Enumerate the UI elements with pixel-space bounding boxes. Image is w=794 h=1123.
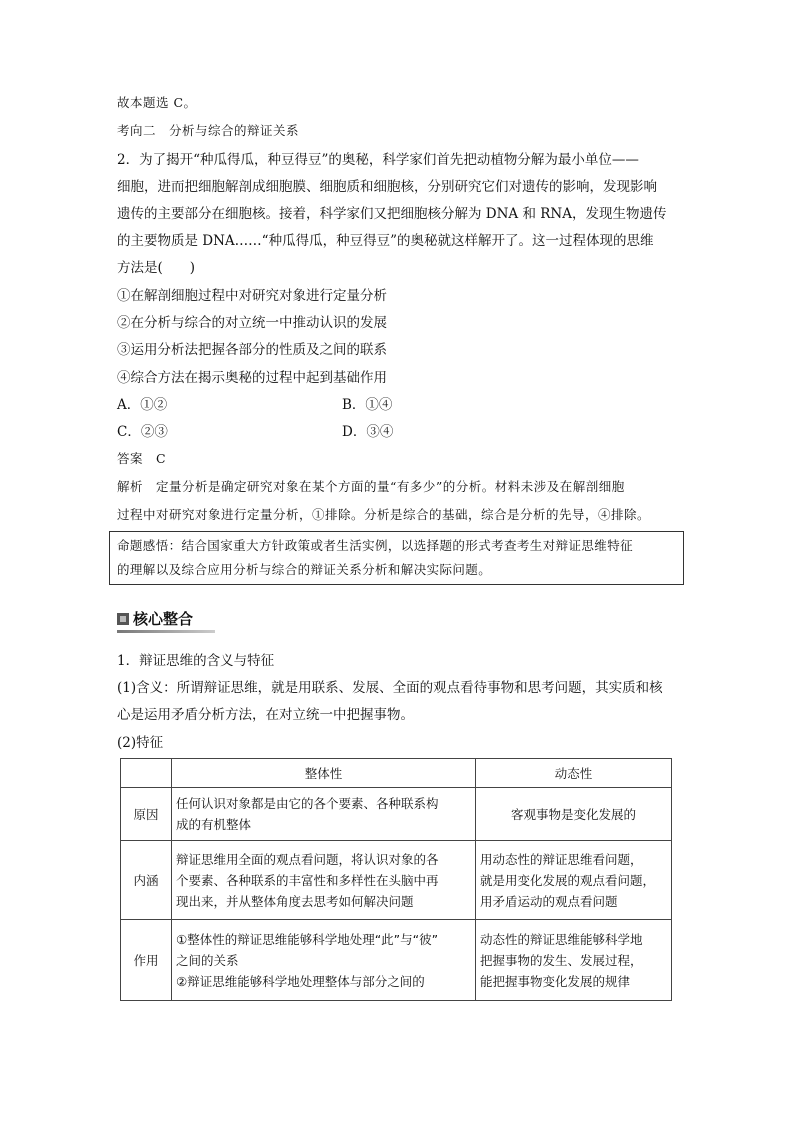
feature-table xyxy=(120,758,672,1001)
cell-line: 辩证思维用全面的观点看问题，将认识对象的各 xyxy=(176,851,439,867)
statement-2: ②在分析与综合的对立统一中推动认识的发展 xyxy=(117,315,387,331)
cell-line: 就是用变化发展的观点看问题， xyxy=(480,872,656,888)
table-row xyxy=(121,788,672,841)
analysis-line: 过程中对研究对象进行定量分析，①排除。分析是综合的基础，综合是分析的先导，④排除。 xyxy=(117,507,651,522)
cell-line: 动态性的辩证思维能够科学地 xyxy=(480,931,643,947)
question-line: 方法是( ) xyxy=(117,260,196,276)
option-a: A．①② xyxy=(117,397,168,413)
row-label: 作用 xyxy=(121,920,172,1001)
cell-line: 任何认识对象都是由它的各个要素、各种联系构 xyxy=(176,796,439,811)
table-cell xyxy=(476,788,672,841)
cell-line: ①整体性的辩证思维能够科学地处理“此”与“彼” xyxy=(176,931,439,947)
cell-line: 之间的关系 xyxy=(176,952,239,968)
statement-3: ③运用分析法把握各部分的性质及之间的联系 xyxy=(117,342,387,358)
insight-line: 的理解以及综合应用分析与综合的辩证关系分析和解决实际问题。 xyxy=(117,562,492,577)
option-d: D．③④ xyxy=(342,424,394,440)
table-cell xyxy=(172,788,476,841)
table-cell xyxy=(476,841,672,920)
core-section-heading xyxy=(117,608,215,632)
table-cell xyxy=(172,920,476,1001)
statement-4: ④综合方法在揭示奥秘的过程中起到基础作用 xyxy=(117,370,387,386)
table-header-cell: 动态性 xyxy=(476,759,672,788)
meaning-line: (1)含义：所谓辩证思维，就是用联系、发展、全面的观点看待事物和思考问题，其实质和核 xyxy=(117,680,663,696)
answer-line: 答案 C xyxy=(117,451,167,466)
row-label: 原因 xyxy=(121,788,172,841)
table-corner-cell xyxy=(121,759,172,788)
cell-line: 用动态性的辩证思维看问题， xyxy=(480,851,643,867)
table-cell xyxy=(172,841,476,920)
meaning-line: 心是运用矛盾分析方法，在对立统一中把握事物。 xyxy=(117,707,414,723)
cell-line: ②辩证思维能够科学地处理整体与部分之间的 xyxy=(176,973,425,989)
question-line: 遗传的主要部分在细胞核。接着，科学家们又把细胞核分解为 DNA 和 RNA，发现生物遗传 xyxy=(117,206,667,222)
option-c: C．②③ xyxy=(117,424,168,440)
row-label: 内涵 xyxy=(121,841,172,920)
question-line: 的主要物质是 DNA……“种瓜得瓜，种豆得豆”的奥秘就这样解开了。这一过程体现的思维 xyxy=(117,233,654,249)
cell-line: 成的有机整体 xyxy=(176,817,252,832)
insight-line: 命题感悟：结合国家重大方针政策或者生活实例，以选择题的形式考查考生对辩证思维特征 xyxy=(117,538,634,553)
cell-line: 用矛盾运动的观点看问题 xyxy=(480,893,618,909)
core-section-title: 核心整合 xyxy=(133,610,194,628)
cell-line: 个要素、各种联系的丰富性和多样性在头脑中再 xyxy=(176,872,439,888)
option-b: B．①④ xyxy=(342,397,393,413)
cell-line: 把握事物的发生、发展过程， xyxy=(480,952,643,968)
intro-line: 故本题选 C。 xyxy=(117,95,197,110)
cell-line: 现出来，并从整体角度去思考如何解决问题 xyxy=(176,893,414,909)
cell-line: 客观事物是变化发展的 xyxy=(510,806,636,822)
cell-line: 能把握事物变化发展的规律 xyxy=(480,973,631,989)
core-heading-1: 1．辩证思维的含义与特征 xyxy=(117,653,275,669)
insight-box xyxy=(109,531,684,585)
table-row xyxy=(121,920,672,1001)
section-label: 考向二 分析与综合的辩证关系 xyxy=(117,123,300,138)
statement-1: ①在解剖细胞过程中对研究对象进行定量分析 xyxy=(117,288,387,304)
table-row xyxy=(121,841,672,920)
question-line: 细胞，进而把细胞解剖成细胞膜、细胞质和细胞核，分别研究它们对遗传的影响，发现影响 xyxy=(117,179,657,195)
table-header-row xyxy=(121,759,672,788)
section-marker-icon xyxy=(117,613,129,625)
table-cell xyxy=(476,920,672,1001)
section-underline xyxy=(117,630,215,633)
analysis-line: 解析 定量分析是确定研究对象在某个方面的量“有多少”的分析。材料未涉及在解剖细胞 xyxy=(117,479,625,494)
question-line: 2．为了揭开“种瓜得瓜，种豆得豆”的奥秘，科学家们首先把动植物分解为最小单位—— xyxy=(117,152,639,168)
feature-label: (2)特征 xyxy=(117,735,164,751)
table-header-cell: 整体性 xyxy=(172,759,476,788)
